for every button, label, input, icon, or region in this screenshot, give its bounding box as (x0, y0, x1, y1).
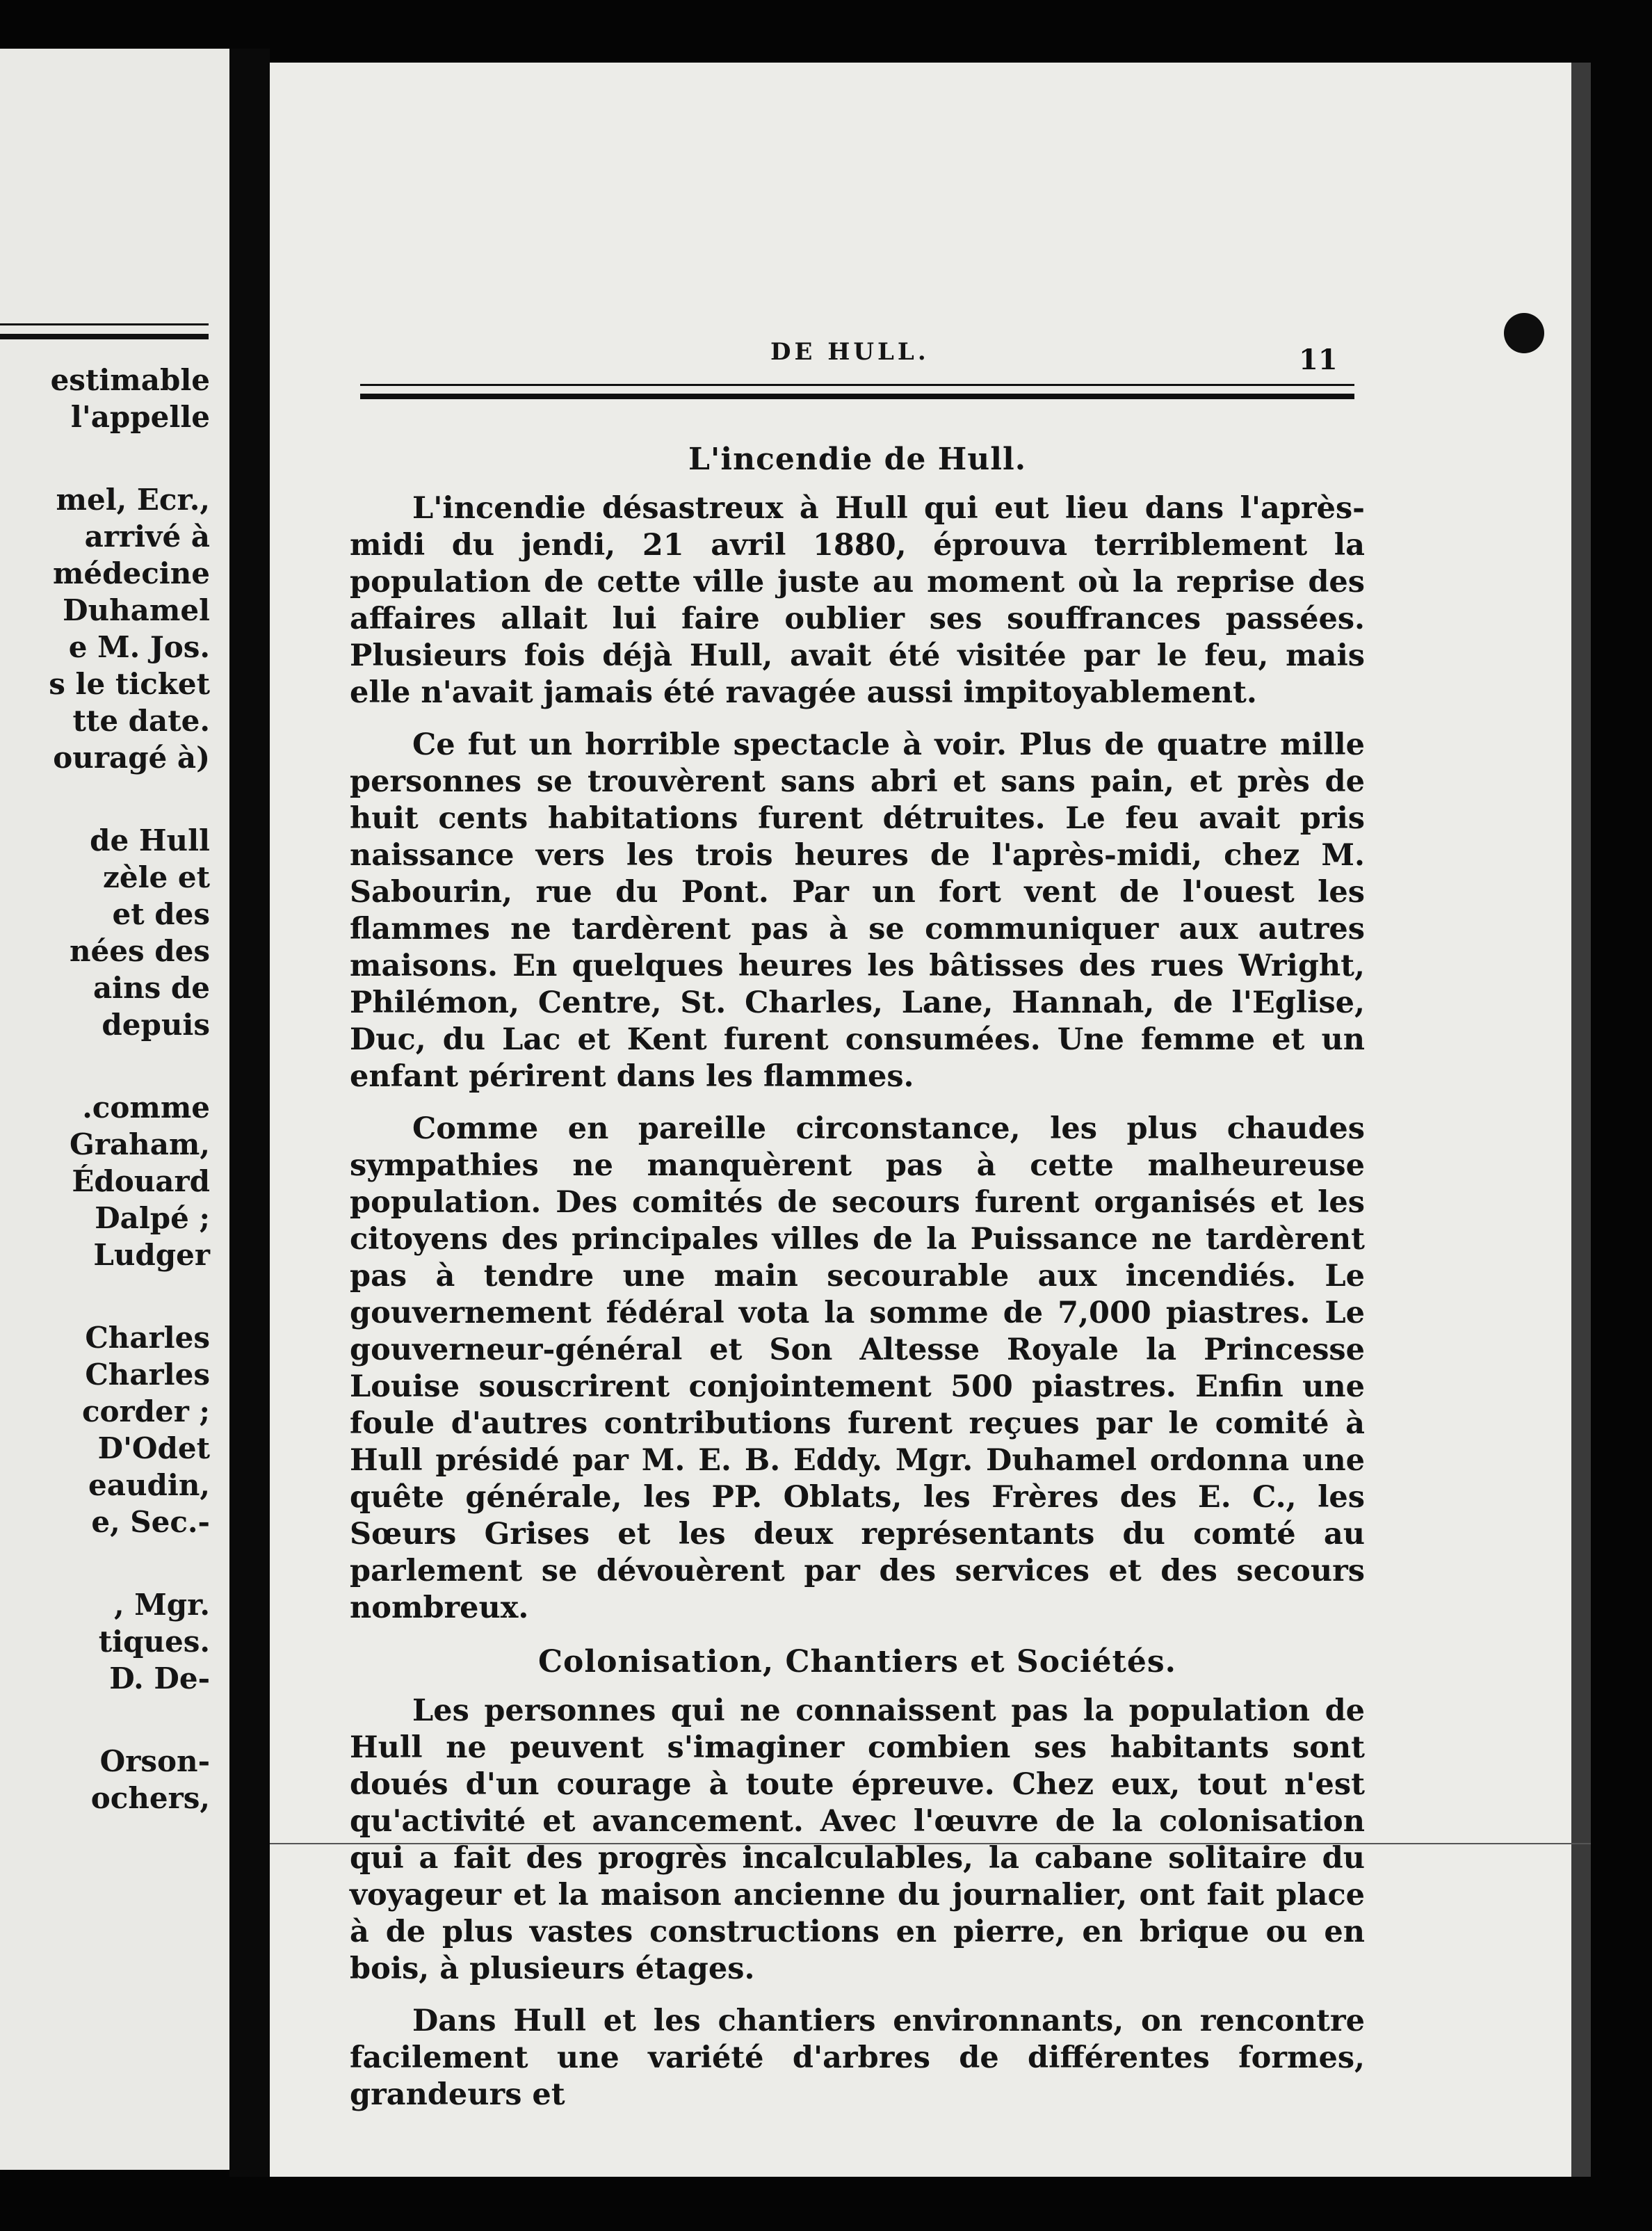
left-page-line: Ludger (93, 1238, 210, 1272)
previous-page-fragment (0, 49, 229, 2170)
left-page-line: mel, Ecr., (56, 483, 210, 517)
left-page-line: Charles (85, 1358, 210, 1392)
left-page-line: Charles (85, 1321, 210, 1355)
header-rule-thick (360, 394, 1354, 399)
page-number: 11 (1299, 344, 1338, 376)
left-page-line: eaudin, (88, 1468, 210, 1502)
left-page-line: estimable (50, 363, 210, 397)
left-page-line: s le ticket (49, 667, 210, 701)
left-page-line: D. De- (109, 1661, 210, 1696)
left-page-line: arrivé à (84, 520, 210, 554)
running-title: DE HULL. (770, 338, 930, 366)
left-page-line: et des (112, 897, 210, 931)
left-group-gap (0, 776, 210, 822)
left-page-line: tte date. (72, 704, 210, 738)
left-page-line: Duhamel (63, 593, 210, 627)
left-page-line: ouragé à) (53, 741, 210, 775)
left-page-line: l'appelle (70, 400, 210, 434)
left-page-line: .comme (82, 1090, 210, 1125)
section-title-colonisation: Colonisation, Chantiers et Sociétés. (538, 1644, 1176, 1680)
paragraph: Comme en pareille circonstance, les plus chaudes sympathies ne manquèrent pas à cette malheureuse population. Des comités de secours furent organisés et les citoyens des principales villes de la Puissance ne tardèrent pas à tendre une main secourable aux incendiés. Le gouvernement fédéral vota la somme de 7,000 piastres. Le gouverneur-général et Son Altesse Royale la Princesse Louise souscrirent conjointement 500 piastres. Enfin une foule d'autres contributions furent reçues par le comité à Hull présidé par M. E. B. Eddy. Mgr. Duhamel ordonna une quête générale, les PP. Oblats, les Frères des E. C., les Sœurs Grises et les deux représentants du comté au parlement se dévouèrent par des services et des secours nombreux. (350, 1111, 1365, 1625)
left-page-line: tiques. (98, 1625, 210, 1659)
left-page-text (0, 362, 210, 1817)
book-gutter (229, 49, 270, 2177)
left-group-gap (0, 435, 210, 481)
film-scratch-line (270, 1843, 1591, 1844)
left-page-line: ains de (92, 971, 210, 1005)
paragraph: L'incendie désastreux à Hull qui eut lieu dans l'après-midi du jendi, 21 avril 1880, éprouva terriblement la population de cette ville juste au moment où la reprise des affaires allait lui faire oublier ses souffrances passées. Plusieurs fois déjà Hull, avait été visitée par le feu, mais elle n'avait jamais été ravagée aussi impitoyablement. (350, 491, 1365, 710)
left-page-line: nées des (70, 934, 210, 968)
left-group-gap (0, 1540, 210, 1586)
left-page-line: médecine (52, 556, 210, 590)
paragraph: Ce fut un horrible spectacle à voir. Plus de quatre mille personnes se trouvèrent sans abri et sans pain, et près de huit cents habitations furent détruites. Le feu avait pris naissance vers les trois heures de l'après-midi, chez M. Sabourin, rue du Pont. Par un fort vent de l'ouest les flammes ne tardèrent pas à se communiquer aux autres maisons. En quelques heures les bâtisses des rues Wright, Philémon, Centre, St. Charles, Lane, Hannah, de l'Eglise, Duc, du Lac et Kent furent consumées. Une femme et un enfant périrent dans les flammes. (350, 727, 1365, 1094)
left-page-line: corder ; (81, 1394, 210, 1428)
left-page-line: depuis (102, 1008, 210, 1042)
left-page-line: zèle et (103, 860, 210, 894)
left-page-line: Dalpé ; (95, 1201, 210, 1235)
left-page-line: e, Sec.- (91, 1505, 210, 1539)
left-page-line: , Mgr. (114, 1588, 210, 1622)
left-group-gap (0, 1043, 210, 1089)
page-body (350, 424, 1365, 2129)
left-page-line: Orson- (99, 1744, 210, 1778)
left-group-gap (0, 1697, 210, 1743)
left-page-line: ochers, (90, 1781, 210, 1815)
left-page-line: e M. Jos. (68, 630, 210, 664)
left-page-line: de Hull (90, 823, 210, 857)
paragraph: Les personnes qui ne connaissent pas la population de Hull ne peuvent s'imaginer combien ses habitants sont doués d'un courage à toute épreuve. Chez eux, tout n'est qu'activité et avancement. Avec l'œuvre de la colonisation qui a fait des progrès incalculables, la cabane solitaire du voyageur et la maison ancienne du journalier, ont fait place à de plus vastes constructions en pierre, en brique ou en bois, à plusieurs étages. (350, 1693, 1365, 1986)
ink-blot (1504, 313, 1544, 353)
left-page-line: D'Odet (97, 1431, 210, 1465)
paragraph: Dans Hull et les chantiers environnants, on rencontre facilement une variété d'arbres de différentes formes, grandeurs et (350, 2004, 1365, 2112)
left-page-line: Graham, (69, 1127, 210, 1161)
main-page (270, 63, 1591, 2177)
left-page-line: Édouard (72, 1164, 210, 1198)
header-rule-thin (360, 384, 1354, 386)
left-group-gap (0, 1273, 210, 1319)
left-header-rule-thick (0, 334, 209, 339)
section-title-fire: L'incendie de Hull. (688, 442, 1027, 477)
left-header-rule (0, 323, 209, 325)
